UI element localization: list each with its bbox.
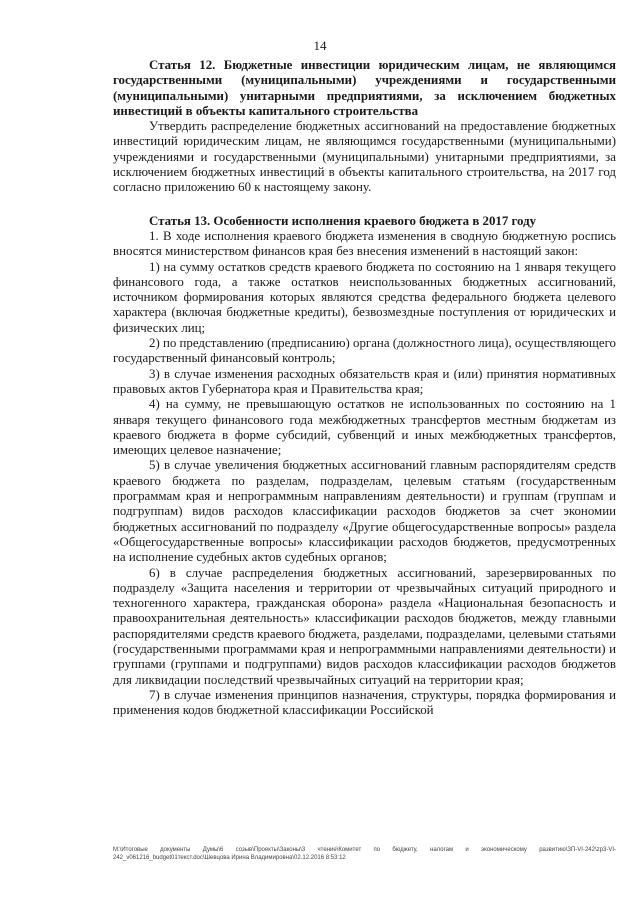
article-13-paragraph: 2) по представлению (предписанию) органа (должностного лица), осуществляющего государственный финансовый контроль; <box>113 336 616 366</box>
article-13-paragraph: 1. В ходе исполнения краевого бюджета изменения в сводную бюджетную роспись вносятся министерством финансов края без внесения изменений в настоящий закон: <box>113 228 616 259</box>
article-12-body: Утвердить распределение бюджетных ассигнований на предоставление бюджетных инвестиций юридическим лицам, не являющимся государственными (муниципальными) учреждениями и государственными (муниципальными) унитарными предприятиями, за исключением бюджетных инвестиций в объекты капитального строительства, на 2017 год согласно приложению 60 к настоящему закону. <box>113 119 616 195</box>
article-13-paragraph: 5) в случае увеличения бюджетных ассигнований главным распорядителям средств краевого бюджета по разделам, подразделам, целевым статьям (государственным программам края и непрограммным направлениям деятельности) и группам (группам и подгруппам) видов расходов классификации расходов бюджетов за счет экономии бюджетных ассигнований по подразделу «Другие общегосударственные вопросы» раздела «Общегосударственные вопросы» классификации расходов бюджетов, предусмотренных на исполнение судебных актов судебных органов; <box>113 458 616 565</box>
article-spacer <box>113 196 616 214</box>
article-13-paragraph: 1) на сумму остатков средств краевого бюджета по состоянию на 1 января текущего финансового года, а также остатков неиспользованных бюджетных ассигнований, источником формирования которых являются средства федерального бюджета целевого характера (включая бюджетные кредиты), безвозмездные поступления от юридических и физических лиц; <box>113 259 616 335</box>
file-path-footer: М:\Итоговые документы Думы\6 созыв\Проекты\Законы\3 чтение\Комитет по бюджету, налогам и экономическому развитию\ЗП-VI-242\zp3-VI-242_v061216_budget01текст.doc\Шевцова Ирина Владимировна\02.12.2016 8:53:12 <box>113 847 616 861</box>
document-body <box>113 58 616 718</box>
article-12-title: Статья 12. Бюджетные инвестиции юридическим лицам, не являющимся государственными (муниципальными) учреждениями и государственными (муниципальными) унитарными предприятиями, за исключением бюджетных инвестиций в объекты капитального строительства <box>113 58 616 118</box>
article-13-paragraph: 3) в случае изменения расходных обязательств края и (или) принятия нормативных правовых актов Губернатора края и Правительства края; <box>113 366 616 396</box>
article-13-paragraph: 7) в случае изменения принципов назначения, структуры, порядка формирования и применения кодов бюджетной классификации Российской <box>113 687 616 718</box>
page-number: 14 <box>313 38 327 53</box>
article-13-paragraph: 6) в случае распределения бюджетных ассигнований, зарезервированных по подразделу «Защита населения и территории от чрезвычайных ситуаций природного и техногенного характера, гражданская оборона» раздела «Национальная безопасность и правоохранительная деятельность» классификации расходов бюджетов, между главными распорядителями средств краевого бюджета, разделами, подразделами, целевыми статьями (государственными программами края и непрограммными направлениями деятельности) и группами (группами и подгруппами) видов расходов классификации расходов бюджетов для ликвидации последствий чрезвычайных ситуаций на территории края; <box>113 565 616 687</box>
article-13-title: Статья 13. Особенности исполнения краевого бюджета в 2017 году <box>149 213 537 228</box>
article-13-paragraph: 4) на сумму, не превышающую остатков не использованных по состоянию на 1 января текущего финансового года межбюджетных трансфертов местным бюджетам из краевого бюджета в форме субсидий, субвенций и иных межбюджетных трансфертов, имеющих целевое назначение; <box>113 397 616 458</box>
